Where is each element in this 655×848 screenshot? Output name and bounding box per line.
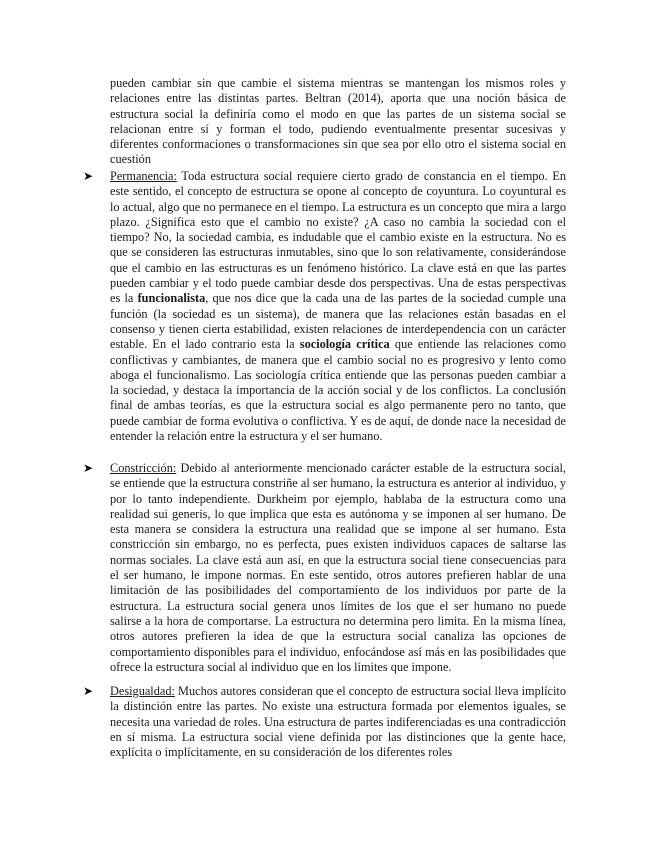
list-item-constriccion <box>83 461 566 675</box>
permanencia-text-part-3: que entiende las relaciones como conflictivas y cambiantes, de manera que el cambio social no es progresivo y lento como aboga el funcionalismo. Las sociología crítica entiende que las personas pueden cambiar a la sociedad, y destaca la importancia de la acción social y de los conflictos. La conclusión final de ambas teorías, es que la estructura social es algo permanente pero no tanto, que puede cambiar de forma evolutiva o conflictiva. Y es de aquí, de donde nace la necesidad de entender la relación entre la estructura y el ser humano. <box>110 337 566 444</box>
intro-paragraph: pueden cambiar sin que cambie el sistema mientras se mantengan los mismos roles y relaciones entre las distintas partes. Beltran (2014), aporta que una noción básica de estructura social la definiría como el modo en que las partes de un sistema social se relacionan entre sí y forman el todo, pudiendo eventualmente presentar sucesivas y diferentes conformaciones o transformaciones sin que sea por ello otro el sistema social en cuestión <box>110 76 566 167</box>
constriccion-text: Debido al anteriormente mencionado carácter estable de la estructura social, se entiende que la estructura constriñe al ser humano, la estructura es anterior al individuo, y por lo tanto independiente. Durkheim por ejemplo, hablaba de la estructura como una realidad sui generis, lo que implica que esta es autónoma y se imponen al ser humano. De esta manera se considera la estructura una realidad que se impone al ser humano. Esta constricción sin embargo, no es perfecta, pues existen individuos capaces de saltarse las normas sociales. La clave está aun así, en que la estructura social tiene consecuencias para el ser humano, le impone normas. En este sentido, otros autores prefieren hablar de una limitación de las posibilidades del comportamiento de los individuos por parte de la estructura. La estructura social genera unos límites de los que el ser humano no puede salirse a la hora de comportarse. La estructura no determina pero limita. En la misma línea, otros autores prefieren la idea de que la estructura social canaliza las opciones de comportamiento disponibles para el individuo, enfocándose así más en las posibilidades que ofrece la estructura social al individuo que en los límites que impone. <box>110 461 566 674</box>
term-permanencia: Permanencia: <box>110 169 177 183</box>
bold-term-funcionalista: funcionalista <box>137 291 206 306</box>
list-item-permanencia <box>83 169 566 444</box>
desigualdad-text: Muchos autores consideran que el concepto de estructura social lleva implícito la distinción entre las partes. No existe una estructura formada por elementos iguales, se necesita una variedad de roles. Una estructura de partes indiferenciadas es una contradicción en sí misma. La estructura social viene definida por las distinciones que la gente hace, explícita o implícitamente, en su consideración de los diferentes roles <box>110 684 566 760</box>
permanencia-text-part-1: Toda estructura social requiere cierto grado de constancia en el tiempo. En este sentido, el concepto de estructura se opone al concepto de coyuntura. Lo coyuntural es lo actual, algo que no permanece en el tiempo. La estructura es un concepto que mira a largo plazo. ¿Significa esto que el cambio no existe? ¿A caso no cambia la sociedad con el tiempo? No, la sociedad cambia, es indudable que el cambio existe en la estructura. No es que se consideren las estructuras inmutables, sino que lo son relativamente, considerándose que el cambio en las estructuras es un fenómeno histórico. La clave está en que las partes pueden cambiar y el todo puede cambiar desde dos perspectivas. Una de estas perspectivas es la <box>110 169 566 306</box>
list-item-desigualdad <box>83 684 566 760</box>
arrow-bullet-icon: ➤ <box>83 684 94 698</box>
arrow-bullet-icon: ➤ <box>83 169 94 183</box>
term-constriccion: Constricción: <box>110 461 177 475</box>
term-desigualdad: Desigualdad: <box>110 684 175 698</box>
bold-term-sociologia-critica: sociología crítica <box>299 337 390 352</box>
permanencia-text-part-2: , que nos dice que la cada una de las partes de la sociedad cumple una función (la sociedad es un sistema), de manera que las relaciones están basadas en el consenso y tienen cierta estabilidad, existen relaciones de interdependencia con un carácter estable. En el lado contrario esta la <box>110 291 566 352</box>
arrow-bullet-icon: ➤ <box>83 461 94 475</box>
